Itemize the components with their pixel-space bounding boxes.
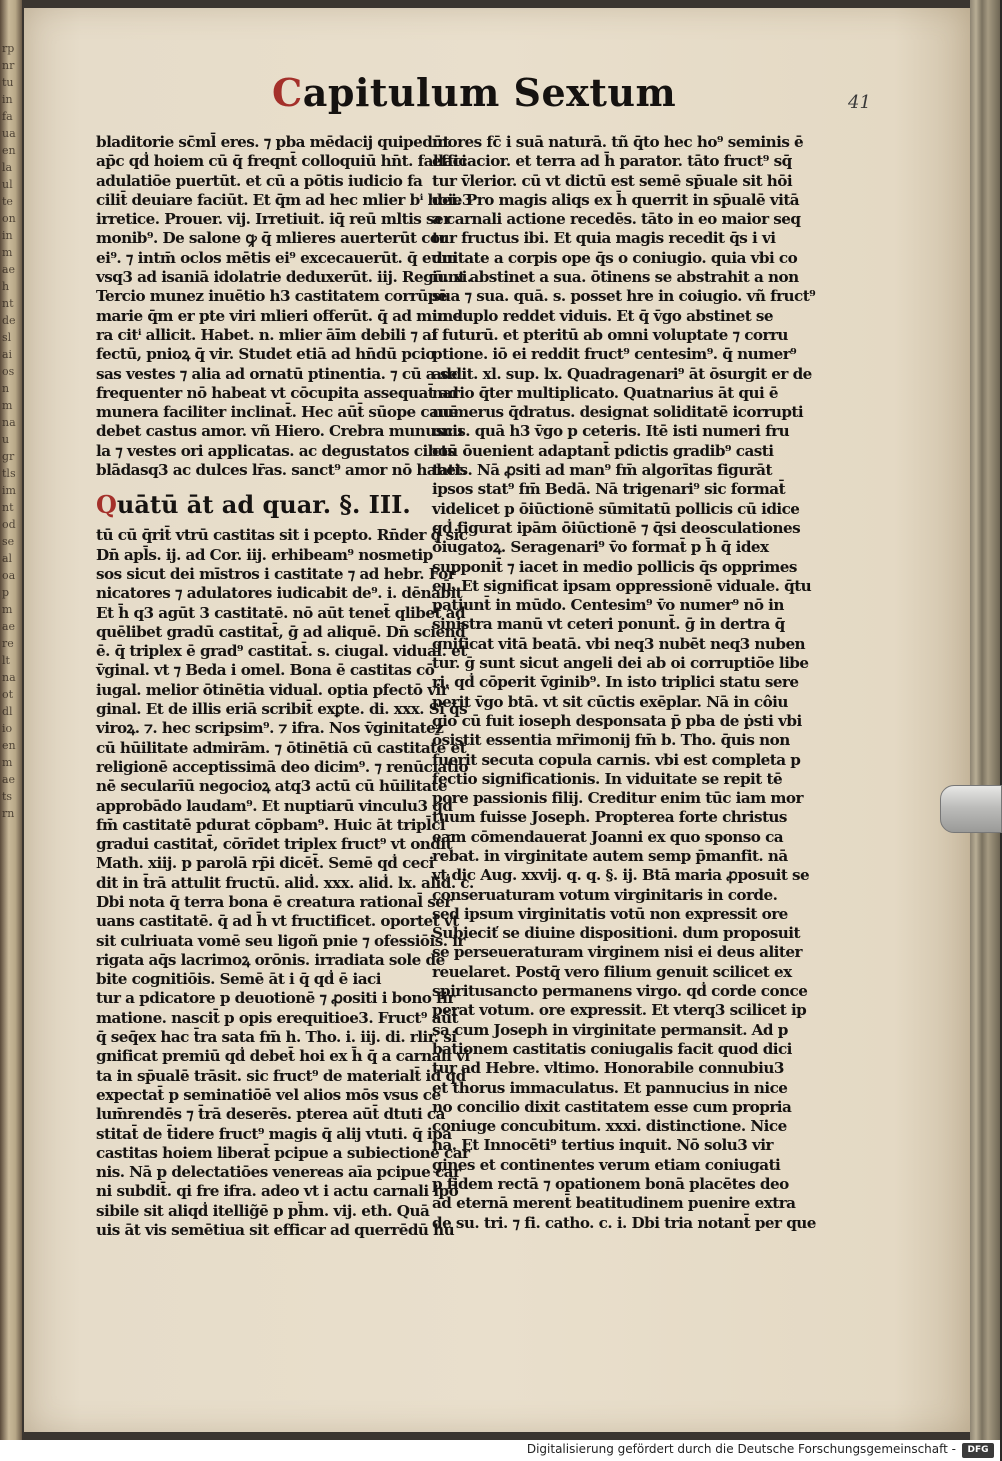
text-line: ei⁹. ⁊ intm̄ oclos mētis ei⁹ excecauerūt. q̄ eum bbox=[96, 248, 457, 267]
text-line: na. Et Innocēti⁹ tertius inquit. Nō solu3 vir bbox=[432, 1136, 773, 1155]
text-line: onis. quā h3 v̄go p ceteris. Itē isti numeri fru bbox=[432, 422, 790, 441]
text-line: coniuge concubitum. xxxi. distinctione. Nice bbox=[432, 1117, 787, 1136]
text-line: ginal. Et de illis eriā scribit̄ exꝑte. di. xxx. Si q̄s bbox=[96, 700, 468, 719]
text-line: munera faciliter inclinat̄. Hec aūt̄ sūope cauē bbox=[96, 403, 458, 422]
text-line: eū. Et significat ipsam oppressionē viduale. q̄tu bbox=[432, 576, 812, 595]
text-line: nis. Nā p delectatiōes venereas aīa pcipue car bbox=[96, 1163, 461, 1182]
text-line: rebat. in virginitate autem semp p̄manfit. nā bbox=[432, 846, 788, 865]
text-line: gradui castitat̄, cōrīdet triplex fruct⁹ vt ondit̄ bbox=[96, 835, 453, 854]
text-line: fectū, pnioꝝ q̄ vir. Studet etiā ad hn̄dū pcio bbox=[96, 345, 435, 364]
chapter-title bbox=[272, 70, 677, 120]
text-line: debet castus amor. vñ Hiero. Crebra munuscu bbox=[96, 422, 463, 441]
text-line: quēlibet gradū castitat̄, ḡ ad aliquē. Dn̄ sciend̄ bbox=[96, 622, 466, 641]
text-line: stitat̄ de t̄idere fruct⁹ magis q̄ alij vtuti. q̄ ipa bbox=[96, 1124, 452, 1143]
text-line: ipsos stat⁹ fm̄ Bedā. Nā trigenari⁹ sic format̄ bbox=[432, 480, 786, 499]
text-line: ri. qḋ cōperit v̄ginib⁹. In isto triplici statu sere bbox=[432, 673, 799, 692]
text-line: iugal. melior ōtinētia vidual. optia pfectō vir bbox=[96, 680, 449, 699]
text-line: conseruaturam votum virginitaris in corde. bbox=[432, 885, 778, 904]
text-line: tur fructus ibi. Et quia magis recedit q̄s i vi bbox=[432, 229, 776, 248]
text-line: sit culriuata vomē seu ligoñ pnie ⁊ ofessiōis. ir bbox=[96, 931, 465, 950]
text-line: p fidem rectā ⁊ opationem bonā placētes deo bbox=[432, 1175, 789, 1194]
text-line: uis āt vis semētiua sit efficar ad querrēdū hu bbox=[96, 1221, 455, 1240]
text-line: Et h̄ q3 agūt 3 castitatē. nō aūt tenet̄ qlibet ad bbox=[96, 603, 466, 622]
text-line: expectat̄ p seminatiōē vel alios mōs vsus ce bbox=[96, 1085, 441, 1104]
text-line: patiunt̄ in mūdo. Centesim⁹ v̄o numer⁹ nō in bbox=[432, 596, 784, 615]
text-line: nē secularīū negocioꝝ atq3 actū cū hūilitate bbox=[96, 777, 447, 796]
text-line: eam cōmendauerat Joanni ex quo sponso ca bbox=[432, 827, 784, 846]
text-line: nicatores ⁊ adulatores iudicabit de⁹. i. dēnabit bbox=[96, 584, 463, 603]
text-line: bationem castitatis coniugalis facit quod dici bbox=[432, 1039, 792, 1058]
right-column bbox=[432, 133, 816, 1233]
text-line: ni subdit̄. qi fre ifra. adeo vt i actu carnali ipō bbox=[96, 1182, 459, 1201]
text-line: tū cū q̄rit̄ vtrū castitas sit i pcepto. Rn̄der q̄ sic bbox=[96, 526, 468, 545]
text-line: vt dic Aug. xxvij. q. q. §. ij. Btā maria ꝓposuit se bbox=[432, 866, 810, 885]
text-line: ptione. iō ei reddit fruct⁹ centesim⁹. q̄ numer⁹ bbox=[432, 345, 797, 364]
text-line: frequenter nō habeat vt cōcupita assequat̄ ad bbox=[96, 383, 459, 402]
text-line: no concilio dixit castitatem esse cum propria bbox=[432, 1097, 792, 1116]
heading-text: uātū āt ad quar. §. III. bbox=[116, 490, 411, 520]
left-column bbox=[96, 133, 474, 1240]
text-line: tur v̄lerior. cū vt dictū est semē sp̄uale sit hōi bbox=[432, 171, 793, 190]
text-line: sinistra manū vt ceteri ponunt̄. ḡ in dertra q̄ bbox=[432, 615, 785, 634]
text-line: nario q̄ter multiplicato. Quatnarius āt qui ē bbox=[432, 383, 779, 402]
text-line: tatis. Nā ꝓsiti ad man⁹ fm̄ algorītas figurāt bbox=[432, 461, 772, 480]
text-line: sos sicut dei mīstros i castitate ⁊ ad hebr. For bbox=[96, 564, 456, 583]
text-line: et thorus immaculatus. Et pannucius in nice bbox=[432, 1078, 788, 1097]
text-line: adulatiōe puertūt. et cū a pōtis iudicio fa bbox=[96, 171, 423, 190]
left-column-text-bottom bbox=[96, 526, 474, 1240]
text-line: lum̄rendēs ⁊ t̄rā deserēs. pterea aūt̄ dtuti ca bbox=[96, 1105, 445, 1124]
text-line: approbādo laudam⁹. Et nuptiarū vinculu3 qḋ bbox=[96, 796, 453, 815]
text-line: gines et continentes verum etiam coniugati bbox=[432, 1155, 781, 1174]
text-line: addit. xl. sup. lx. Quadragenari⁹ āt ōsurgit er de bbox=[432, 364, 812, 383]
footer-bar bbox=[0, 1440, 1000, 1461]
text-line: gnificat premiū qḋ debet̄ hoi ex h̄ q̄ a carnali vi bbox=[96, 1047, 470, 1066]
text-line: fm̄ castitatē pdurat cōpbam⁹. Huic āt tripl̄ci bbox=[96, 815, 446, 834]
text-line: duitate a corpis ope q̄s o coniugio. quia vbi co bbox=[432, 248, 798, 267]
text-line: ra citⁱ allicit. Habet. n. mlier āīm debili ⁊ af bbox=[96, 325, 438, 344]
dfg-logo: DFG bbox=[962, 1443, 994, 1458]
text-line: ap̄c qḋ hoiem cū q̄ freqnt̄ colloquiū hn̄t. fallaci bbox=[96, 152, 467, 171]
text-line: in duplo reddet viduis. Et q̄ v̄go abstinet se bbox=[432, 306, 774, 325]
text-line: castitas hoiem liberat̄ pcipue a subiectione car bbox=[96, 1143, 470, 1162]
text-line: iunt abstinet a sua. ōtinens se abstrahit a non bbox=[432, 268, 799, 287]
text-line: pore passionis filij. Creditur enim tūc iam mor bbox=[432, 789, 803, 808]
text-line: efficacior. et terra ad h̄ parator. tāto fruct⁹ sq̄ bbox=[432, 152, 792, 171]
text-line: supponit̄ ⁊ iacet in medio pollicis q̄s opprimes bbox=[432, 557, 797, 576]
text-line: tur a pdicatore p deuotionē ⁊ ꝓositi i bono fir bbox=[96, 989, 455, 1008]
text-line: ad eternā merent̄ beatitudinem puenire extra bbox=[432, 1194, 796, 1213]
text-line: sua ⁊ sua. quā. s. posset hre in coiugio. vñ fruct⁹ bbox=[432, 287, 816, 306]
text-line: blādasq3 ac dulces lr̄as. sanct⁹ amor nō habet. bbox=[96, 461, 467, 480]
text-line: gnificat vitā beatā. vbi neq3 nubēt neq3 nuben bbox=[432, 634, 806, 653]
text-line: Tercio munez inuētio h3 castitatem corrūpē bbox=[96, 287, 447, 306]
text-line: ōiugatoꝝ. Seragenari⁹ v̄o format̄ p h̄ q̄ idex bbox=[432, 538, 769, 557]
text-line: ē. q̄ triplex ē grad⁹ castitat̄. s. ciugal. vidual. et bbox=[96, 642, 467, 661]
text-line: matione. nascit̄ p opis erequitioe3. Fruct⁹ aūt̄ bbox=[96, 1008, 458, 1027]
text-line: de su. tri. ⁊ fi. catho. c. i. Dbi tria notant̄ per que bbox=[432, 1213, 816, 1232]
text-line: mores fc̄ i suā naturā. tñ q̄to hec ho⁹ seminis ē bbox=[432, 133, 804, 151]
text-line: bite cognitiōis. Semē āt i q̄ qḋ ē iaci bbox=[96, 970, 381, 989]
text-line: rigata aq̄s lacrimoꝝ orōnis. irradiata sole de bbox=[96, 950, 445, 969]
text-line: qḋ figurat ipām ōiūctionē ⁊ q̄si deosculationes bbox=[432, 518, 801, 537]
left-column-text-top bbox=[96, 133, 472, 480]
text-line: sibile sit aliqḋ itellig̃ē p ph̄m. vij. eth. Quā bbox=[96, 1201, 430, 1220]
text-line: gio cū fuit ioseph desponsata p̄ pba de ṗsti vbi bbox=[432, 711, 802, 730]
text-line: religionē acceptissimā deo dicim⁹. ⁊ renūciatio bbox=[96, 757, 469, 776]
text-line: ōsistit essentia mr̄imonij fm̄ b. Tho. q̄uis non bbox=[432, 731, 790, 750]
text-line: monib⁹. De salone ꝙ q̄ mlieres auerterūt cor bbox=[96, 229, 447, 248]
text-line: tuum fuisse Joseph. Propterea forte christus bbox=[432, 808, 787, 827]
text-line: marie q̄m er pte viri mlieri offerūt. q̄ ad mune bbox=[96, 306, 462, 325]
text-line: Dn̄ apl̄s. ij. ad Cor. iij. erhibeam⁹ nosmetip bbox=[96, 545, 433, 564]
text-line: reuelaret. Postq̄ vero filium genuit scilicet ex bbox=[432, 962, 792, 981]
text-line: la ⁊ vestes ori applicatas. ac degustatos cibos bbox=[96, 441, 456, 460]
text-line: Dbi nota q̄ terra bona ē creatura rational̄ ser bbox=[96, 892, 452, 911]
text-line: ctū ōuenient adaptant̄ pdictis gradib⁹ casti bbox=[432, 441, 774, 460]
text-line: a carnali actione recedēs. tāto in eo maior seq bbox=[432, 210, 801, 229]
page-stack-edge bbox=[970, 0, 1000, 1440]
folio-number: 41 bbox=[848, 92, 871, 113]
text-line: videlicet p ōiūctionē sūmitatū pollicis cū idice bbox=[432, 499, 800, 518]
text-line: cilit̄ deuiare faciūt. Et q̄m ad hec mlier bⁱ hoie3 bbox=[96, 190, 472, 209]
text-line: dit in t̄rā attulit fructū. aliḋ. xxx. aliḋ. lx. aliḋ. c. bbox=[96, 873, 474, 892]
section-heading bbox=[96, 486, 411, 524]
heading-initial: Q bbox=[96, 490, 117, 520]
facing-page-edge bbox=[0, 0, 22, 1440]
text-line: tur. ḡ sunt sicut angeli dei ab oi corruptiōe libe bbox=[432, 654, 809, 673]
text-line: bladitorie sc̄ml̄ eres. ⁊ pba mēdacij quipedūt bbox=[96, 133, 450, 151]
text-line: v̄ginal. vt ⁊ Beda i omel. Bona ē castitas cō bbox=[96, 661, 435, 680]
text-line: perat votum. ore expressit. Et vterq3 scilicet ip bbox=[432, 1001, 807, 1020]
right-column-text bbox=[432, 133, 816, 1233]
text-line: cū hūilitate admirām. ⁊ ōtinētiā cū castitate et bbox=[96, 738, 467, 757]
text-line: spiritusancto permanens virgo. qḋ corde conce bbox=[432, 982, 808, 1001]
text-line: irretice. Prouer. vij. Irretiuit. iq̄ reū mltis ser bbox=[96, 210, 451, 229]
text-line: vsq3 ad isaniā idolatrie deduxerūt. iij. Regū. xi. bbox=[96, 268, 472, 287]
text-line: sa cum Joseph in virginitate permansit. Ad p bbox=[432, 1020, 788, 1039]
text-line: viroꝝ. ⁊. hec scripsim⁹. ⁊ ifra. Nos v̄ginitatez bbox=[96, 719, 444, 738]
text-line: uans castitatē. q̄ ad h̄ vt fructificet. oportet vt bbox=[96, 912, 459, 931]
text-line: Math. xiij. p parolā rp̄i dicēt̄. Semē qḋ ceci bbox=[96, 854, 434, 873]
text-line: ta in sp̄ualē trāsit. sic fruct⁹ de materialt̄ id qḋ bbox=[96, 1066, 466, 1085]
text-line: dei. Pro magis aliqs ex h̄ querrit in sp̄ualē vitā bbox=[432, 190, 800, 209]
text-line: tur ad Hebre. vltimo. Honorabile connubiu3 bbox=[432, 1059, 784, 1078]
title-text: apitulum Sextum bbox=[302, 70, 677, 115]
book-clip bbox=[940, 785, 1002, 833]
text-line: fuerit secuta copula carnis. vbi est completa p bbox=[432, 750, 801, 769]
text-line: q̄ seq̄ex hac t̄ra sata fm̄ h. Tho. i. iij. di. rlir. si bbox=[96, 1028, 457, 1047]
text-line: sas vestes ⁊ alia ad ornatū ptinentia. ⁊ cū a se bbox=[96, 364, 457, 383]
title-initial: C bbox=[272, 70, 303, 115]
text-line: sed ipsum virginitatis votū non expressit ore bbox=[432, 904, 788, 923]
text-line: se perseueraturam virginem nisi ei deus aliter bbox=[432, 943, 802, 962]
facing-page-text: rpnrtuinfauaenlaulteoninmaehntdeslaiosnmnaugrtlsimntodsealoapmaereltnaotdlioenmaetsrn bbox=[2, 42, 16, 820]
footer-credit: Digitalisierung gefördert durch die Deutsche Forschungsgemeinschaft - bbox=[526, 1442, 956, 1456]
text-line: numerus q̄dratus. designat soliditatē icorrupti bbox=[432, 403, 804, 422]
text-line: i futurū. et pteritū ab omni voluptate ⁊ corru bbox=[432, 325, 788, 344]
text-line: Subieciť se diuine dispositioni. dum proposuit bbox=[432, 924, 800, 943]
text-line: perit v̄go btā. vt sit cūctis exēplar. Nā in côiu bbox=[432, 692, 788, 711]
text-line: fectio significationis. In viduitate se repit tē bbox=[432, 769, 783, 788]
